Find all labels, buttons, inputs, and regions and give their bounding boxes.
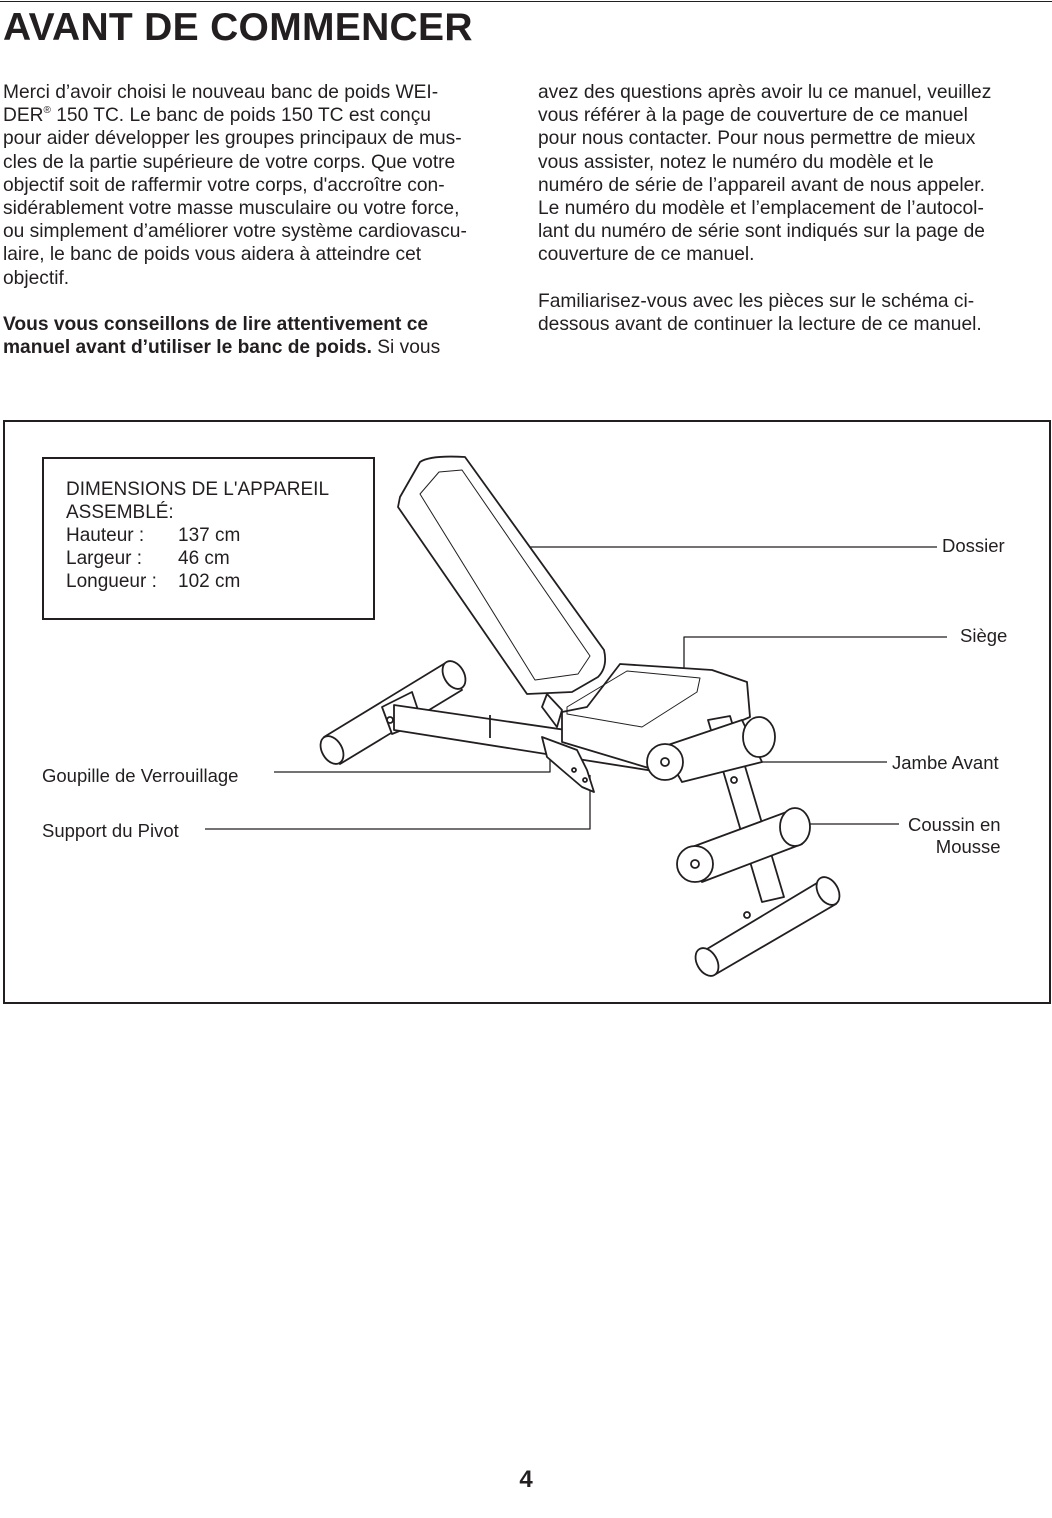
label-goupille: Goupille de Verrouillage [42, 765, 239, 786]
text-fragment: 150 TC. Le banc de poids 150 TC est conçu [50, 105, 431, 127]
page-number: 4 [519, 1466, 533, 1493]
top-rule [0, 1, 1052, 2]
dimension-label: Hauteur : [66, 525, 145, 546]
page-title: AVANT DE COMMENCER [3, 6, 473, 49]
dimension-value: 46 cm [178, 548, 230, 569]
label-support-pivot: Support du Pivot [42, 820, 179, 841]
bold-text: Vous vous conseillons de lire attentivement ce [3, 314, 429, 336]
text-fragment: Si vous [371, 337, 441, 359]
right-column [538, 81, 1048, 336]
text-line: couverture de ce manuel. [538, 244, 755, 266]
dimension-value: 102 cm [178, 571, 241, 592]
bold-text-line [3, 313, 513, 336]
text-line: Merci d’avoir choisi le nouveau banc de poids WEI- [3, 82, 439, 103]
text-line: vous assister, notez le numéro du modèle et le [538, 151, 934, 173]
text-line: Familiarisez-vous avec les pièces sur le schéma ci- [538, 290, 975, 312]
text-line: numéro de série de l’appareil avant de nous appeler. [538, 174, 985, 196]
dimensions-heading: DIMENSIONS DE L'APPAREIL [66, 479, 330, 500]
label-siege: Siège [960, 625, 1008, 646]
text-line: dessous avant de continuer la lecture de ce manuel. [538, 314, 982, 336]
label-line: Coussin en [908, 814, 1001, 835]
label-jambe-avant: Jambe Avant [892, 752, 999, 773]
text-line: avez des questions après avoir lu ce manuel, veuillez [538, 82, 992, 103]
text-line [3, 336, 513, 359]
dimension-value: 137 cm [178, 525, 241, 546]
left-column [3, 81, 513, 359]
text-line: sidérablement votre masse musculaire ou votre force, [3, 198, 460, 220]
bench-diagram [3, 420, 1051, 1004]
text-line: vous référer à la page de couverture de ce manuel [538, 105, 968, 127]
text-line: lant du numéro de série sont indiqués sur la page de [538, 221, 985, 243]
label-dossier: Dossier [942, 535, 1005, 556]
bold-text: manuel avant d’utiliser le banc de poids. [3, 337, 372, 359]
text-line: pour nous contacter. Pour nous permettre de mieux [538, 128, 976, 150]
text-line: pour aider développer les groupes principaux de mus- [3, 128, 462, 150]
text-line: Le numéro du modèle et l’emplacement de l’autocol- [538, 198, 984, 220]
registered-mark: ® [43, 105, 51, 117]
dimension-label: Longueur : [66, 571, 157, 592]
dimensions-heading-2: ASSEMBLÉ: [66, 502, 174, 523]
text-line: objectif soit de raffermir votre corps, d'accroître con- [3, 174, 445, 196]
bench-illustration [5, 422, 1049, 1002]
text-line: cles de la partie supérieure de votre corps. Que votre [3, 151, 456, 173]
text-line: ou simplement d’améliorer votre système cardiovascu- [3, 221, 467, 243]
text-line: objectif. [3, 267, 70, 289]
text-line: laire, le banc de poids vous aidera à atteindre cet [3, 244, 422, 266]
label-coussin-en-mousse [908, 814, 1001, 858]
dimension-label: Largeur : [66, 548, 143, 569]
text-line [3, 104, 513, 127]
brand-text: DER [3, 105, 44, 127]
label-line: Mousse [935, 836, 1001, 857]
